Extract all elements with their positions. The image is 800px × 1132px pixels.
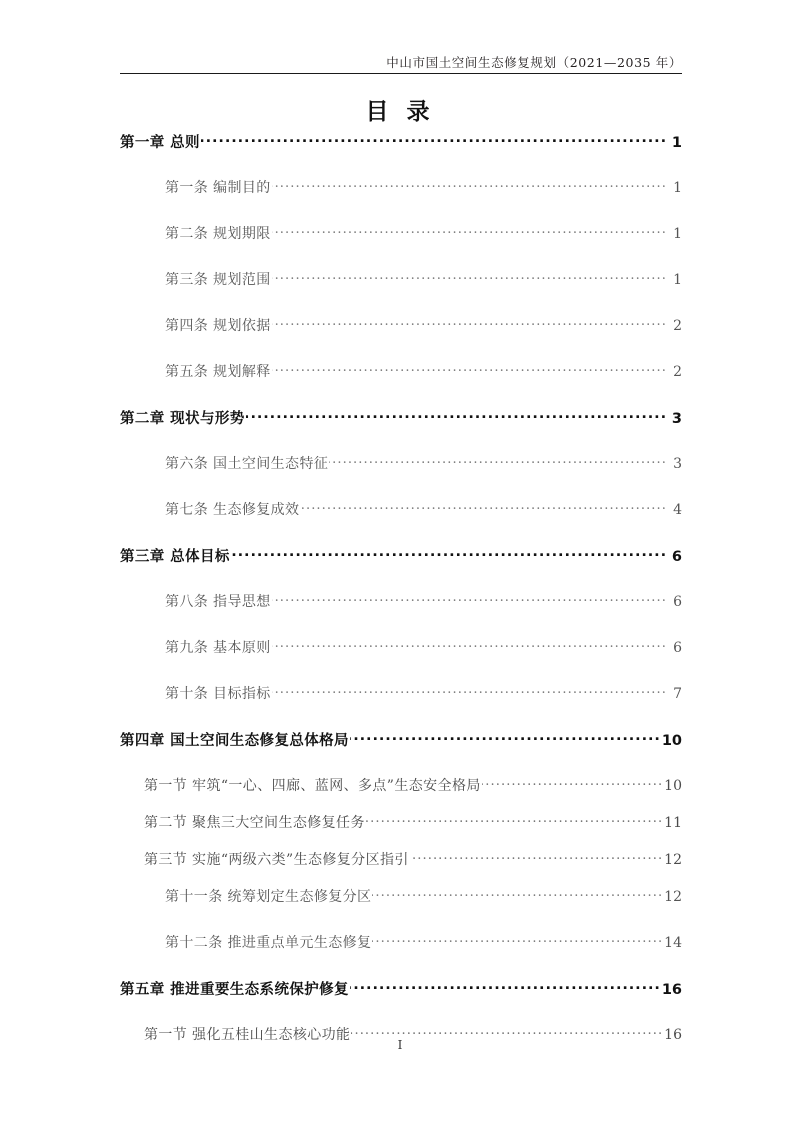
toc-entry-page-number: 10 xyxy=(664,778,682,794)
toc-entry-label: 第九条 基本原则 xyxy=(165,640,271,656)
running-header xyxy=(120,55,682,74)
toc-entry-article[interactable] xyxy=(120,361,682,407)
toc-dot-leader xyxy=(272,316,667,330)
toc-entry-article[interactable] xyxy=(120,315,682,361)
toc-entry-page-number: 3 xyxy=(673,456,682,472)
toc-entry-chapter[interactable] xyxy=(120,545,682,591)
toc-entry-page-number: 6 xyxy=(673,640,682,656)
toc-dot-leader xyxy=(231,547,667,562)
toc-dot-leader xyxy=(201,133,667,148)
toc-dot-leader xyxy=(372,887,663,901)
toc-entry-page-number: 10 xyxy=(661,733,682,749)
toc-entry-label: 第三节 实施“两级六类”生态修复分区指引 xyxy=(144,852,409,868)
toc-entry-page-number: 4 xyxy=(673,502,682,518)
toc-entry-page-number: 1 xyxy=(673,226,682,242)
toc-entry-article[interactable] xyxy=(120,591,682,637)
toc-entry-article[interactable] xyxy=(120,223,682,269)
toc-dot-leader xyxy=(372,933,663,947)
toc-entry-page-number: 16 xyxy=(664,1027,682,1043)
toc-entry-page-number: 14 xyxy=(664,935,682,951)
toc-entry-article[interactable] xyxy=(120,683,682,729)
toc-entry-label: 第八条 指导思想 xyxy=(165,594,271,610)
toc-entry-label: 第十条 目标指标 xyxy=(165,686,271,702)
toc-entry-label: 第六条 国土空间生态特征 xyxy=(165,456,329,472)
toc-entry-label: 第七条 生态修复成效 xyxy=(165,502,300,518)
toc-entry-label: 第一节 强化五桂山生态核心功能 xyxy=(144,1027,351,1043)
toc-entry-page-number: 3 xyxy=(671,411,682,427)
toc-entry-label: 第四条 规划依据 xyxy=(165,318,271,334)
toc-entry-section[interactable] xyxy=(120,849,682,886)
toc-dot-leader xyxy=(329,454,667,468)
toc-dot-leader xyxy=(246,409,667,424)
toc-dot-leader xyxy=(272,638,667,652)
toc-entry-article[interactable] xyxy=(120,453,682,499)
page-number-footer: I xyxy=(397,1038,403,1052)
toc-dot-leader xyxy=(350,731,661,746)
toc-entry-label: 第一章 总则 xyxy=(120,135,200,151)
toc-entry-chapter[interactable] xyxy=(120,131,682,177)
toc-entry-chapter[interactable] xyxy=(120,407,682,453)
toc-dot-leader xyxy=(272,684,667,698)
toc-dot-leader xyxy=(272,592,667,606)
toc-entry-page-number: 11 xyxy=(664,815,682,831)
toc-entry-label: 第五条 规划解释 xyxy=(165,364,271,380)
toc-entry-label: 第二条 规划期限 xyxy=(165,226,271,242)
toc-entry-page-number: 2 xyxy=(673,364,682,380)
toc-entry-label: 第二节 聚焦三大空间生态修复任务 xyxy=(144,815,365,831)
toc-entry-article[interactable] xyxy=(120,177,682,223)
toc-dot-leader xyxy=(350,980,661,995)
toc-dot-leader xyxy=(410,850,663,864)
header-rule xyxy=(120,73,682,74)
toc-entry-article[interactable] xyxy=(120,886,682,932)
table-of-contents xyxy=(120,131,682,1061)
toc-dot-leader xyxy=(482,776,663,790)
toc-entry-article[interactable] xyxy=(120,269,682,315)
toc-entry-label: 第三条 规划范围 xyxy=(165,272,271,288)
toc-dot-leader xyxy=(272,224,667,238)
toc-entry-page-number: 6 xyxy=(673,594,682,610)
toc-dot-leader xyxy=(272,178,667,192)
toc-dot-leader xyxy=(351,1025,663,1039)
toc-entry-label: 第四章 国土空间生态修复总体格局 xyxy=(120,733,349,749)
toc-entry-section[interactable] xyxy=(120,812,682,849)
toc-entry-label: 第二章 现状与形势 xyxy=(120,411,245,427)
toc-entry-label: 第五章 推进重要生态系统保护修复 xyxy=(120,982,349,998)
toc-entry-section[interactable] xyxy=(120,775,682,812)
toc-entry-page-number: 1 xyxy=(673,180,682,196)
toc-entry-label: 第三章 总体目标 xyxy=(120,549,230,565)
toc-entry-chapter[interactable] xyxy=(120,978,682,1024)
toc-entry-page-number: 7 xyxy=(673,686,682,702)
toc-entry-page-number: 12 xyxy=(664,889,682,905)
toc-entry-page-number: 2 xyxy=(673,318,682,334)
toc-entry-article[interactable] xyxy=(120,932,682,978)
toc-dot-leader xyxy=(272,270,667,284)
toc-entry-label: 第一条 编制目的 xyxy=(165,180,271,196)
toc-entry-page-number: 12 xyxy=(664,852,682,868)
toc-dot-leader xyxy=(300,500,667,514)
toc-entry-page-number: 16 xyxy=(661,982,682,998)
toc-dot-leader xyxy=(366,813,663,827)
toc-entry-article[interactable] xyxy=(120,499,682,545)
toc-entry-page-number: 1 xyxy=(671,135,682,151)
toc-entry-chapter[interactable] xyxy=(120,729,682,775)
toc-dot-leader xyxy=(272,362,667,376)
toc-entry-label: 第一节 牢筑“一心、四廊、蓝网、多点”生态安全格局 xyxy=(144,778,481,794)
toc-entry-page-number: 6 xyxy=(671,549,682,565)
toc-entry-page-number: 1 xyxy=(673,272,682,288)
toc-entry-label: 第十二条 推进重点单元生态修复 xyxy=(165,935,372,951)
toc-entry-article[interactable] xyxy=(120,637,682,683)
running-header-title: 中山市国土空间生态修复规划（2021—2035 年） xyxy=(386,55,682,70)
page-title: 目 录 xyxy=(365,99,435,125)
toc-entry-label: 第十一条 统筹划定生态修复分区 xyxy=(165,889,372,905)
